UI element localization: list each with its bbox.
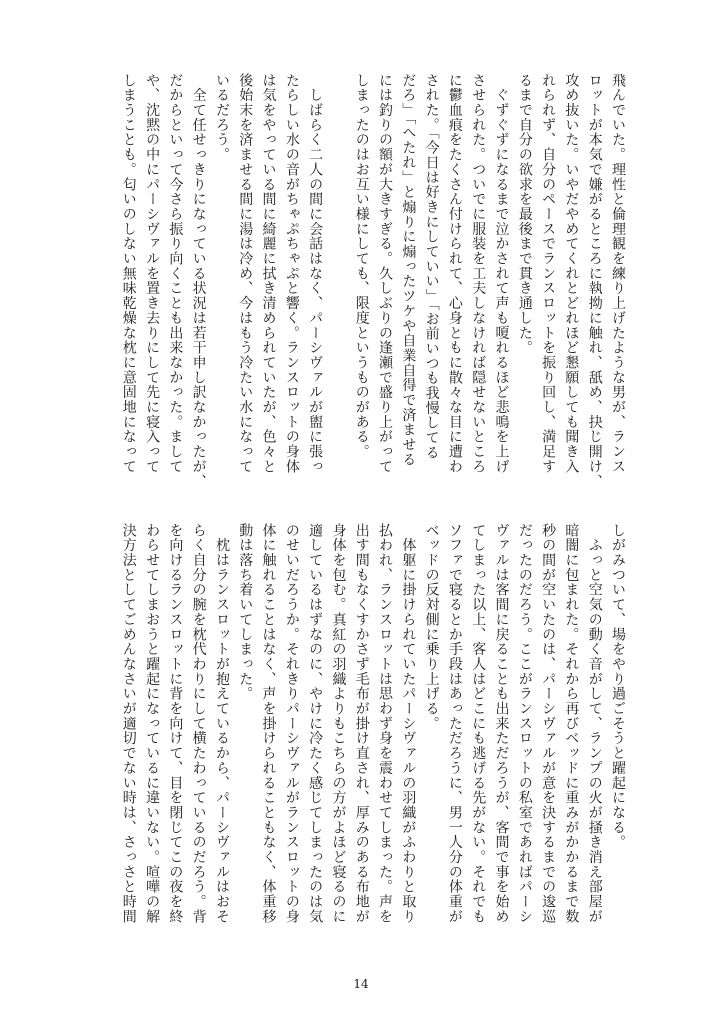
text-line: に鬱血痕をたくさん付けられて、心身ともに散々な目に遭わ bbox=[446, 73, 463, 474]
text-block-bottom bbox=[116, 523, 629, 953]
text-line: しばらく二人の間に会話はなく、パーシヴァルが盥に張っ bbox=[307, 73, 324, 474]
text-line: わらせてしまおうと躍起になっているに違いない。喧嘩の解 bbox=[144, 523, 161, 924]
text-line: や、沈黙の中にパーシヴァルを置き去りにして先に寝入って bbox=[144, 73, 161, 474]
text-line: ぐずぐずになるまで泣かされて声も嗄れるほど悲鳴を上げ bbox=[493, 73, 510, 474]
text-line: 枕はランスロットが抱えているから、パーシヴァルはおそ bbox=[213, 523, 230, 924]
text-line: ソファで寝るとか手段はあっただろうに、男一人分の体重が bbox=[446, 523, 463, 924]
text-line: らく自分の腕を枕代わりにして横たわっているのだろう。背 bbox=[190, 523, 207, 924]
text-line: ベッドの反対側に乗り上げる。 bbox=[423, 523, 440, 731]
text-line bbox=[326, 73, 349, 498]
page-number: 14 bbox=[353, 977, 369, 991]
text-line: 出す間もなくすかさず毛布が掛け直され、厚みのある布地が bbox=[353, 523, 370, 924]
text-line: 秒の間が空いたのは、パーシヴァルが意を決するまでの逡巡 bbox=[540, 523, 557, 924]
text-line: 体躯に掛けられていたパーシヴァルの羽織がふわりと取り bbox=[400, 523, 417, 924]
text-line: には釣りの額が大きすぎる。久しぶりの逢瀬で盛り上がって bbox=[377, 73, 394, 474]
text-line: 身体を包む。真紅の羽織よりもこちらの方がよほど寝るのに bbox=[330, 523, 347, 924]
text-line: ロットが本気で嫌がるところに執拗に触れ、舐め、抉じ開け、 bbox=[586, 73, 603, 489]
text-line: 暗闇に包まれた。それから再びベッドに重みがかかるまで数 bbox=[563, 523, 580, 924]
text-line: 適しているはずなのに、やけに冷たく感じてしまったのは気 bbox=[307, 523, 324, 924]
text-line: しまったのはお互い様にしても、限度というものがある。 bbox=[353, 73, 370, 460]
text-line: 飛んでいた。理性と倫理観を練り上げたような男が、ランス bbox=[610, 73, 626, 474]
text-line: 動は落ち着いてしまった。 bbox=[237, 523, 254, 702]
text-line: 払われ、ランスロットは思わず身を震わせてしまった。声を bbox=[377, 523, 394, 924]
text-line: ふっと空気の動く音がして、ランプの火が掻き消え部屋が bbox=[586, 523, 603, 924]
text-line: だからといって今さら振り向くことも出来なかった。まして bbox=[167, 73, 184, 474]
text-line: るまで自分の欲求を最後まで貫き通した。 bbox=[516, 73, 533, 356]
text-line: しまうことも。匂いのしない無味乾燥な枕に意固地になって bbox=[120, 73, 137, 474]
text-line: 後始末を済ませる間に湯は冷め、今はもう冷たい水になって bbox=[237, 73, 254, 474]
text-line: たらしい水の音がちゃぷちゃぷと響く。ランスロットの身体 bbox=[283, 73, 300, 474]
text-line: 体に触れることはなく、声を掛けられることもなく、体重移 bbox=[260, 523, 277, 924]
text-line: しがみついて、場をやり過ごそうと躍起になる。 bbox=[610, 523, 626, 850]
text-line: 全て任せっきりになっている状況は若干申し訳なかったが、 bbox=[190, 73, 207, 489]
text-line: だったのだろう。ここがランスロットの私室であればパーシ bbox=[516, 523, 533, 924]
text-line: れられず、自分のペースでランスロットを振り回し、満足す bbox=[540, 73, 557, 474]
text-line: 決方法としてごめんなさいが適切でない時は、さっさと時間 bbox=[120, 523, 137, 924]
text-line: させられた。ついでに服装を工夫しなければ隠せないところ bbox=[470, 73, 487, 474]
text-line: のせいだろうか。それきりパーシヴァルがランスロットの身 bbox=[283, 523, 300, 924]
text-line: された。「今日は好きにしていい」「お前いつも我慢してる bbox=[423, 73, 440, 460]
text-line: ヴァルは客間に戻ることも出来ただろうが、客間で事を始め bbox=[493, 523, 510, 924]
text-block-top bbox=[116, 73, 629, 498]
text-line: いるだろう。 bbox=[213, 73, 230, 163]
text-line: は気をやっている間に綺麗に拭き清められていたが、色々と bbox=[260, 73, 277, 474]
text-line: だろ」「へたれ」と煽りに煽ったツケや自業自得で済ませる bbox=[400, 73, 417, 467]
text-line: を向けるランスロットに背を向けて、目を閉じてこの夜を終 bbox=[167, 523, 184, 924]
text-line: てしまった以上、客人はどこにも逃げる先がない。それでも bbox=[470, 523, 487, 924]
text-line: 攻め抜いた。いやだやめてくれとどれほど懇願しても聞き入 bbox=[563, 73, 580, 474]
